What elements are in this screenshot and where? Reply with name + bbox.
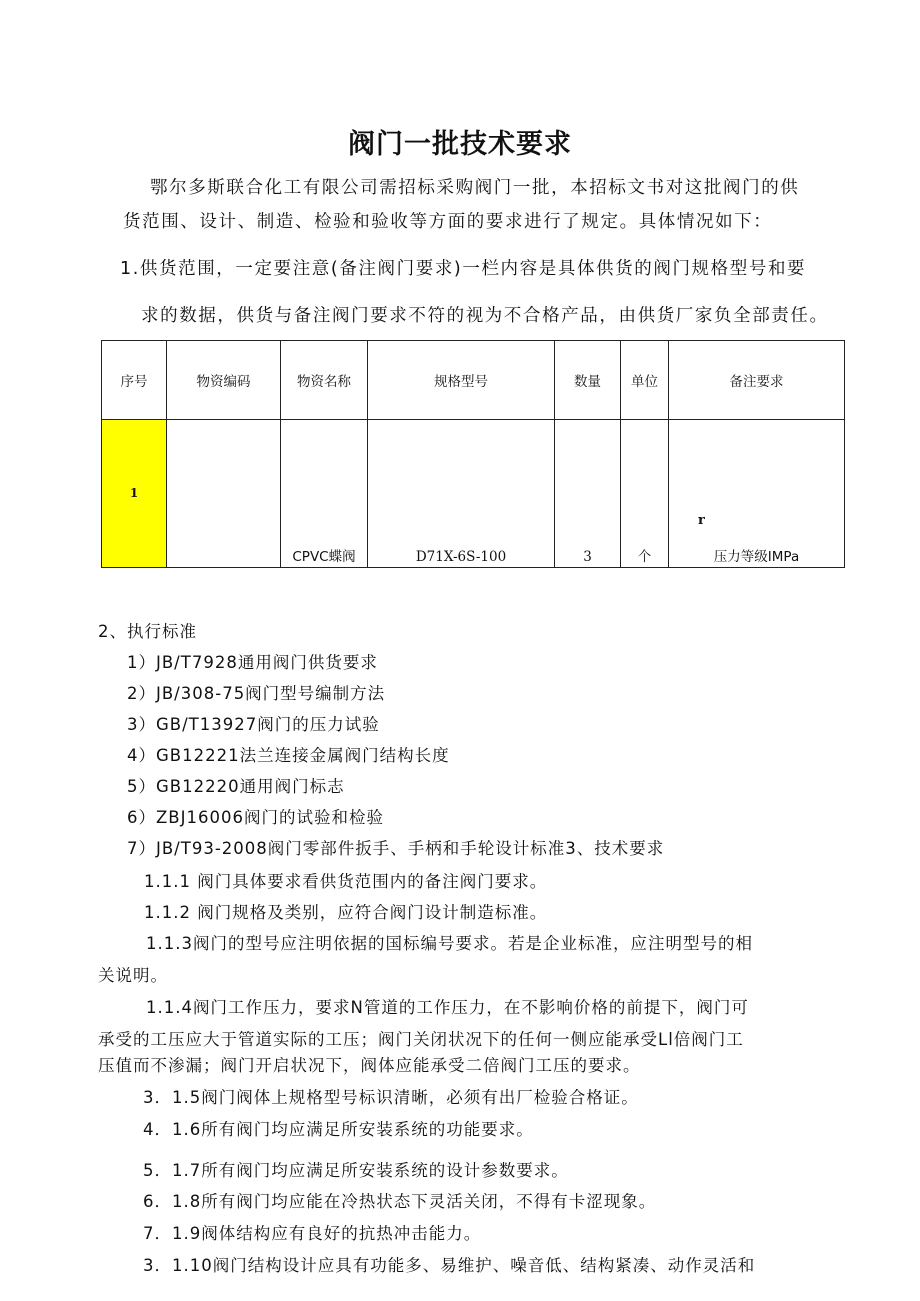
table-header-row (102, 341, 845, 420)
header-unit: 单位 (621, 341, 669, 420)
cell-remark: 压力等级IMPa (669, 420, 845, 568)
requirement-1-8: 6．1.8所有阀门均应能在冷热状态下灵活关闭，不得有卡涩现象。 (143, 1192, 657, 1211)
requirement-1-1-3-line-1: 1.1.3阀门的型号应注明依据的国标编号要求。若是企业标准，应注明型号的相 (146, 934, 753, 953)
header-model: 规格型号 (368, 341, 555, 420)
section1-line-2: 求的数据，供货与备注阀门要求不符的视为不合格产品，由供货厂家负全部责任。 (141, 306, 829, 326)
standard-item: 6）ZBJ16006阀门的试验和检验 (127, 808, 384, 827)
page-title: 阀门一批技术要求 (348, 129, 572, 160)
remark-mark: r (698, 513, 705, 528)
section2-heading: 2、执行标准 (98, 622, 197, 641)
intro-line-2: 货范围、设计、制造、检验和验收等方面的要求进行了规定。具体情况如下： (123, 212, 773, 232)
cell-model: D71X-6S-100 (368, 420, 555, 568)
standard-item: 7）JB/T93-2008阀门零部件扳手、手柄和手轮设计标准3、技术要求 (127, 839, 665, 858)
requirement-1-1-2: 1.1.2 阀门规格及类别，应符合阀门设计制造标准。 (144, 903, 548, 922)
requirement-1-1-4-line-3: 压值而不渗漏；阀门开启状况下，阀体应能承受二倍阀门工压的要求。 (98, 1056, 641, 1075)
header-remark: 备注要求 (669, 341, 845, 420)
section1-line-1: 1.供货范围，一定要注意(备注阀门要求)一栏内容是具体供货的阀门规格型号和要 (120, 259, 807, 279)
supply-table (101, 340, 845, 568)
requirement-1-1-3-line-2: 关说明。 (98, 966, 168, 985)
requirement-1-7: 5．1.7所有阀门均应满足所安装系统的设计参数要求。 (143, 1161, 569, 1180)
requirement-1-1-4-line-2: 承受的工压应大于管道实际的工压；阀门关闭状况下的任何一侧应能承受Ll倍阀门工 (98, 1030, 744, 1049)
header-name: 物资名称 (281, 341, 368, 420)
cell-qty: 3 (555, 420, 621, 568)
header-code: 物资编码 (167, 341, 281, 420)
requirement-1-1-1: 1.1.1 阀门具体要求看供货范围内的备注阀门要求。 (144, 872, 548, 891)
requirement-1-5: 3．1.5阀门阀体上规格型号标识清晰，必须有出厂检验合格证。 (143, 1088, 639, 1107)
requirement-1-1-4-line-1: 1.1.4阀门工作压力，要求N管道的工作压力，在不影响价格的前提下，阀门可 (146, 998, 749, 1017)
standard-item: 4）GB12221法兰连接金属阀门结构长度 (127, 746, 450, 765)
header-qty: 数量 (555, 341, 621, 420)
requirement-1-6: 4．1.6所有阀门均应满足所安装系统的功能要求。 (143, 1120, 534, 1139)
standard-item: 5）GB12220通用阀门标志 (127, 777, 345, 796)
standard-item: 1）JB/T7928通用阀门供货要求 (127, 653, 378, 672)
cell-name: CPVC蝶阀 (281, 420, 368, 568)
intro-line-1: 鄂尔多斯联合化工有限公司需招标采购阀门一批，本招标文书对这批阀门的供 (150, 178, 800, 198)
cell-seq: 1 (102, 420, 167, 568)
requirement-1-9: 7．1.9阀体结构应有良好的抗热冲击能力。 (143, 1224, 482, 1243)
table-row (102, 420, 845, 568)
cell-code (167, 420, 281, 568)
standard-item: 3）GB/T13927阀门的压力试验 (127, 715, 380, 734)
standard-item: 2）JB/308-75阀门型号编制方法 (127, 684, 386, 703)
requirement-1-10: 3．1.10阀门结构设计应具有功能多、易维护、噪音低、结构紧凑、动作灵活和 (143, 1256, 756, 1275)
cell-unit: 个 (621, 420, 669, 568)
header-seq: 序号 (102, 341, 167, 420)
